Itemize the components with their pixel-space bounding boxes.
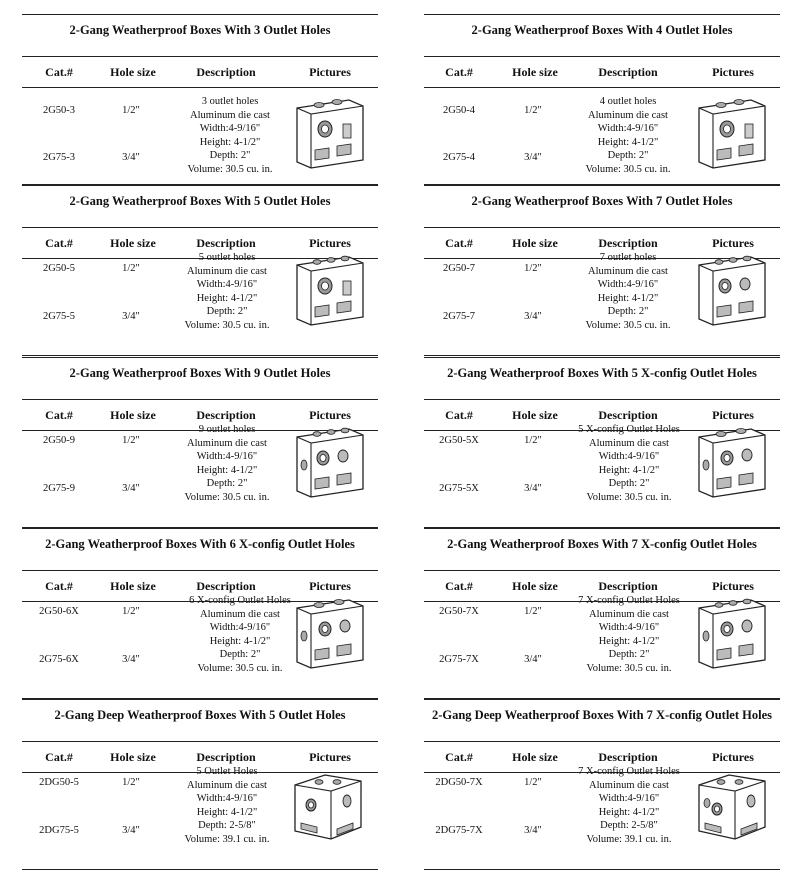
header-description: Description xyxy=(196,408,256,422)
hole-size: 3/4" xyxy=(524,654,542,665)
product-panel xyxy=(22,699,378,857)
panel-title: 2-Gang Weatherproof Boxes With 3 Outlet Holes xyxy=(22,14,378,43)
product-panel xyxy=(22,185,378,343)
header-pictures: Pictures xyxy=(309,579,351,593)
product-panel xyxy=(22,14,378,175)
description: 5 outlet holes Aluminum die cast Width:4-9/16" Height: 4-1/2" Depth: 2" Volume: 30.5 cu. in. xyxy=(184,252,270,331)
description: 5 X-config Outlet Holes Aluminum die cast Width:4-9/16" Height: 4-1/2" Depth: 2" Volume: 30.5 cu. in. xyxy=(578,424,680,503)
description: 7 X-config Outlet Holes Aluminum die cast Width:4-9/16" Height: 4-1/2" Depth: 2-5/8" Volume: 39.1 cu. in. xyxy=(578,766,680,845)
product-panel xyxy=(22,357,378,515)
header-hole-size: Hole size xyxy=(110,579,156,593)
hole-size: 3/4" xyxy=(524,825,542,836)
product-panel xyxy=(424,357,780,515)
cat-number: 2G75-7 xyxy=(442,311,476,322)
panel-title: 2-Gang Weatherproof Boxes With 4 Outlet Holes xyxy=(424,14,780,43)
header-pictures: Pictures xyxy=(712,750,754,764)
panel-title: 2-Gang Weatherproof Boxes With 7 X-config Outlet Holes xyxy=(424,528,780,557)
product-panel xyxy=(424,528,780,686)
header-hole-size: Hole size xyxy=(110,236,156,250)
product-panel xyxy=(22,528,378,686)
hole-size: 3/4" xyxy=(122,152,140,163)
header-cat: Cat.# xyxy=(445,236,473,250)
header-hole-size: Hole size xyxy=(512,750,558,764)
header-pictures: Pictures xyxy=(712,408,754,422)
panel-title: 2-Gang Weatherproof Boxes With 7 Outlet Holes xyxy=(424,185,780,214)
cat-number: 2DG75-7X xyxy=(435,825,483,836)
header-description: Description xyxy=(598,65,658,79)
box-4-holes-icon xyxy=(695,96,769,170)
box-5x-holes-icon xyxy=(695,425,769,499)
panel-title: 2-Gang Weatherproof Boxes With 6 X-config Outlet Holes xyxy=(22,528,378,557)
cat-number: 2G50-3 xyxy=(42,105,76,116)
deep-box-5-holes-icon xyxy=(291,767,365,841)
header-description: Description xyxy=(598,579,658,593)
header-description: Description xyxy=(598,750,658,764)
header-cat: Cat.# xyxy=(45,65,73,79)
description: 9 outlet holes Aluminum die cast Width:4-9/16" Height: 4-1/2" Depth: 2" Volume: 30.5 cu. in. xyxy=(184,424,270,503)
cat-number: 2G50-5X xyxy=(439,435,479,446)
description: 4 outlet holes Aluminum die cast Width:4-9/16" Height: 4-1/2" Depth: 2" Volume: 30.5 cu. in. xyxy=(585,96,671,175)
hole-size: 1/2" xyxy=(524,263,542,274)
cat-number: 2G75-4 xyxy=(442,152,476,163)
cat-number: 2G75-5 xyxy=(42,311,76,322)
hole-size: 1/2" xyxy=(524,777,542,788)
header-cat: Cat.# xyxy=(445,65,473,79)
panel-bottom-rule xyxy=(22,869,378,870)
description: 7 X-config Outlet Holes Aluminum die cast Width:4-9/16" Height: 4-1/2" Depth: 2" Volume: 30.5 cu. in. xyxy=(578,595,680,674)
header-pictures: Pictures xyxy=(712,579,754,593)
description: 5 Outlet Holes Aluminum die cast Width:4-9/16" Height: 4-1/2" Depth: 2-5/8" Volume: 39.1 cu. in. xyxy=(184,766,270,845)
header-hole-size: Hole size xyxy=(110,750,156,764)
header-cat: Cat.# xyxy=(445,750,473,764)
header-pictures: Pictures xyxy=(309,750,351,764)
cat-number: 2G75-3 xyxy=(42,152,76,163)
header-hole-size: Hole size xyxy=(512,579,558,593)
box-7x-holes-icon xyxy=(695,596,769,670)
cat-number: 2G50-5 xyxy=(42,263,76,274)
hole-size: 1/2" xyxy=(122,105,140,116)
panel-bottom-rule xyxy=(424,355,780,356)
header-cat: Cat.# xyxy=(45,750,73,764)
hole-size: 1/2" xyxy=(524,606,542,617)
header-pictures: Pictures xyxy=(309,236,351,250)
header-pictures: Pictures xyxy=(309,408,351,422)
cat-number: 2G75-5X xyxy=(439,483,479,494)
header-hole-size: Hole size xyxy=(512,408,558,422)
box-3-holes-icon xyxy=(293,96,367,170)
header-cat: Cat.# xyxy=(445,579,473,593)
header-pictures: Pictures xyxy=(309,65,351,79)
panel-title: 2-Gang Weatherproof Boxes With 9 Outlet Holes xyxy=(22,357,378,386)
header-cat: Cat.# xyxy=(445,408,473,422)
panel-title: 2-Gang Weatherproof Boxes With 5 X-config Outlet Holes xyxy=(424,357,780,386)
header-description: Description xyxy=(196,579,256,593)
panel-title: 2-Gang Deep Weatherproof Boxes With 5 Outlet Holes xyxy=(22,699,378,728)
table-header xyxy=(22,56,378,88)
header-pictures: Pictures xyxy=(712,65,754,79)
cat-number: 2DG50-7X xyxy=(435,777,483,788)
table-header xyxy=(424,56,780,88)
box-9-holes-icon xyxy=(293,425,367,499)
header-description: Description xyxy=(196,750,256,764)
header-description: Description xyxy=(196,65,256,79)
box-7-holes-icon xyxy=(695,253,769,327)
product-panel xyxy=(424,14,780,175)
cat-number: 2G75-6X xyxy=(39,654,79,665)
description: 3 outlet holes Aluminum die cast Width:4-9/16" Height: 4-1/2" Depth: 2" Volume: 30.5 cu. in. xyxy=(187,96,273,175)
hole-size: 1/2" xyxy=(524,435,542,446)
cat-number: 2G50-6X xyxy=(39,606,79,617)
cat-number: 2DG50-5 xyxy=(39,777,79,788)
hole-size: 3/4" xyxy=(122,825,140,836)
header-description: Description xyxy=(196,236,256,250)
hole-size: 3/4" xyxy=(122,483,140,494)
hole-size: 1/2" xyxy=(524,105,542,116)
header-description: Description xyxy=(598,236,658,250)
description: 6 X-config Outlet Holes Aluminum die cast Width:4-9/16" Height: 4-1/2" Depth: 2" Volume: 30.5 cu. in. xyxy=(189,595,291,674)
header-hole-size: Hole size xyxy=(512,236,558,250)
header-hole-size: Hole size xyxy=(110,408,156,422)
deep-box-7x-holes-icon xyxy=(695,767,769,841)
panel-title: 2-Gang Deep Weatherproof Boxes With 7 X-config Outlet Holes xyxy=(424,699,780,728)
cat-number: 2G50-7 xyxy=(442,263,476,274)
product-panel xyxy=(424,185,780,343)
panel-title: 2-Gang Weatherproof Boxes With 5 Outlet Holes xyxy=(22,185,378,214)
cat-number: 2G75-7X xyxy=(439,654,479,665)
hole-size: 1/2" xyxy=(122,606,140,617)
cat-number: 2G50-4 xyxy=(442,105,476,116)
panel-bottom-rule xyxy=(424,869,780,870)
hole-size: 3/4" xyxy=(122,654,140,665)
header-hole-size: Hole size xyxy=(110,65,156,79)
hole-size: 1/2" xyxy=(122,777,140,788)
hole-size: 3/4" xyxy=(524,483,542,494)
hole-size: 3/4" xyxy=(524,311,542,322)
box-6x-holes-icon xyxy=(293,596,367,670)
hole-size: 3/4" xyxy=(524,152,542,163)
hole-size: 1/2" xyxy=(122,435,140,446)
cat-number: 2G75-9 xyxy=(42,483,76,494)
header-description: Description xyxy=(598,408,658,422)
cat-number: 2G50-7X xyxy=(439,606,479,617)
header-hole-size: Hole size xyxy=(512,65,558,79)
hole-size: 3/4" xyxy=(122,311,140,322)
header-cat: Cat.# xyxy=(45,579,73,593)
box-5-holes-icon xyxy=(293,253,367,327)
hole-size: 1/2" xyxy=(122,263,140,274)
header-cat: Cat.# xyxy=(45,408,73,422)
description: 7 outlet holes Aluminum die cast Width:4-9/16" Height: 4-1/2" Depth: 2" Volume: 30.5 cu. in. xyxy=(585,252,671,331)
header-pictures: Pictures xyxy=(712,236,754,250)
header-cat: Cat.# xyxy=(45,236,73,250)
cat-number: 2G50-9 xyxy=(42,435,76,446)
panel-bottom-rule xyxy=(22,355,378,356)
product-panel xyxy=(424,699,780,857)
cat-number: 2DG75-5 xyxy=(39,825,79,836)
